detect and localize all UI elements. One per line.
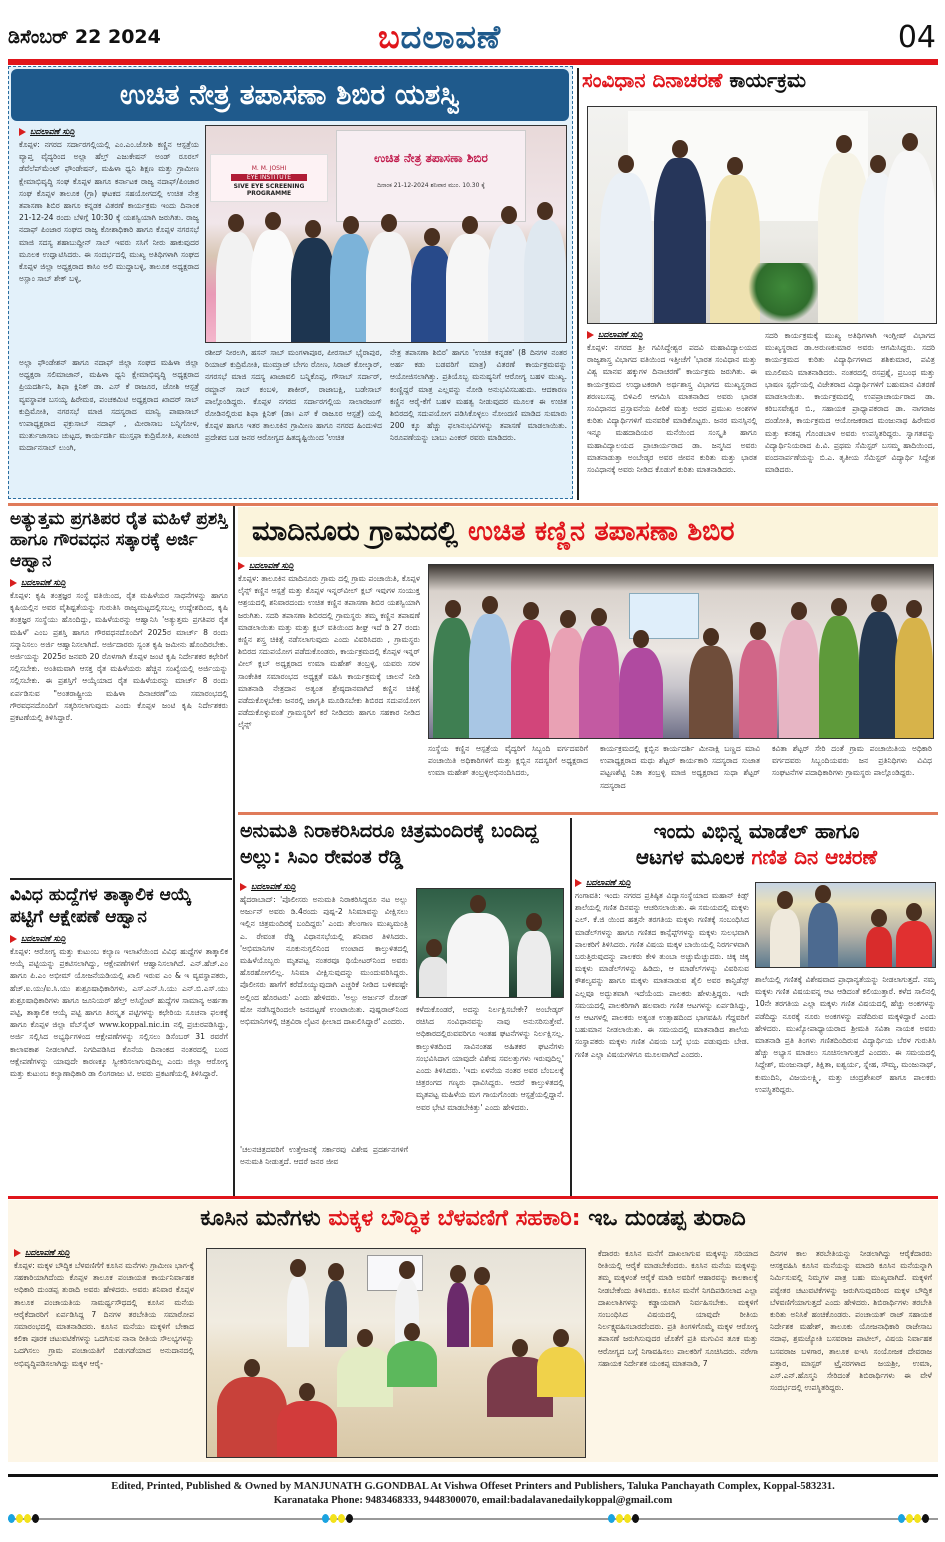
article-creche (8, 1200, 938, 1462)
page-number: 04 (897, 20, 936, 55)
creche-col2: ಕೆದಾರರು ಕೂಸಿನ ಮನೆಗೆ ದಾಖಲಾಗುವ ಮಕ್ಕಳನ್ನು ಸರಿಯಾದ ರೀತಿಯಲ್ಲಿ ಆರೈಕೆ ಮಾಡಬೇಕೆಂದರು. ಕೂಸಿನ ಮನೆಯ ಮಕ್ಕಳನ್ನು ತಮ್ಮ ಮಕ್ಕಳಂತೆ ಆರೈಕೆ ಮಾಡಿ ಅವರಿಗೆ ಆಹಾರವನ್ನು ಕಾಲಕಾಲಕ್ಕೆ ನೀಡಬೇಕೆಂದು ತಿಳಿಸಿದರು. ಕೂಸಿನ ಮನೆಗೆ ನಿಗದಿಪಡಿಸಲಾದ ಎಲ್ಲಾ ದಾಖಲಾತಿಗಳನ್ನು ಕಡ್ಡಾಯವಾಗಿ ನಿರ್ವಹಿಸಬೇಕು. ಮಕ್ಕಳಿಗೆ ಸಂಬಂಧಿಸಿದ ವಿಷಯದಲ್ಲಿ ಯಾವುದೇ ರೀತಿಯ ನಿರ್ಲಕ್ಷ್ಯವಹಿಸಬಾರದೆಂದರು. ಪ್ರತಿ ತಿಂಗಳಿಗೊಮ್ಮೆ ಮಕ್ಕಳ ಆರೋಗ್ಯ ತಪಾಸಣೆ ಜರುಗಿಸುವುದರ ಜೊತೆಗೆ ಪ್ರತಿ ಮಗುವಿನ ತೂಕ ಮತ್ತು ಆರೋಗ್ಯದ ಬಗ್ಗೆ ನಿಗಾವಹಿಸಲು ಪಾಲಕರಿಗೆ ಸೂಚಿಸಿದರು. ನರೇಗಾ ಸಹಾಯಕ ನಿರ್ದೇಶಕ ಯಂಕಪ್ಪ ಮಾತನಾಡಿ, 7 (598, 1249, 758, 1368)
revanth-headline: ಅನುಮತಿ ನಿರಾಕರಿಸಿದರೂ ಚಿತ್ರಮಂದಿರಕ್ಕೆ ಬಂದಿದ್ದ ಅಲ್ಲು: ಸಿಎಂ ರೇವಂತ ರೆಡ್ಡಿ (240, 820, 539, 868)
photo-person (537, 1347, 585, 1397)
newspaper-title (378, 18, 501, 57)
byline: ಬದಲಾವಣೆ ಸುದ್ದಿ (575, 878, 749, 888)
photo-person (419, 957, 449, 997)
photo-person (579, 626, 619, 738)
article-madinuru (238, 507, 938, 807)
math-day-photo (755, 882, 936, 968)
photo-person (779, 620, 819, 738)
byline-marker-icon (587, 331, 594, 339)
vacancy-body-b: ನಲ್ಲಿ ಪ್ರಚುರಪಡಿಸಿದ್ದು, ಅರ್ಜಿ ಸಲ್ಲಿಸಿದ ಅಭ್ಯರ್ಥಿಗಳಿಂದ ಆಕ್ಷೇಪಣೆಗಳನ್ನು ಸಲ್ಲಿಸಲು ಡಿಸೆಂಬರ್ 31 ರವರೆಗೆ ಕಾಲಾವಕಾಶ ನೀಡಲಾಗಿದೆ. ನಿಗದಿಪಡಿಸಿದ ಕೊನೆಯ ದಿನಾಂಕದ ನಂತರದಲ್ಲಿ ಬಂದ ಆಕ್ಷೇಪಣೆಗಳನ್ನು ಯಾವುದೇ ಕಾರಣಕ್ಕೂ ಸ್ವೀಕರಿಸಲಾಗುವುದಿಲ್ಲ ಎಂದು ಜಿಲ್ಲಾ ಆರೋಗ್ಯ ಮತ್ತು ಕುಟುಂಬ ಕಲ್ಯಾಣಾಧಿಕಾರಿ ಡಾ ಲಿಂಗರಾಜು ಟಿ. ಅವರು ಪ್ರಕಟಣೆಯಲ್ಲಿ ತಿಳಿಸಿದ್ದಾರೆ. (10, 1020, 228, 1079)
creche-col1: ಕೊಪ್ಪಳ: ಮಕ್ಕಳ ಬೌದ್ಧಿಕ ಬೆಳವಣಿಗೆಗೆ ಕೂಸಿನ ಮನೆಗಳು ಗ್ರಾಮೀಣ ಭಾಗ-ಕ್ಕೆ ಸಹಕಾರಿಯಾಗಿದೆಂದು ಕೊಪ್ಪಳ ತಾಲೂಕ ಪಂಚಾಯತ ಕಾರ್ಯನಿರ್ವಾಹಕ ಅಧಿಕಾರಿ ದುಂಡಪ್ಪ ತುರಾದಿ ಅವರು ಹೇಳಿದರು. ಅವರು ಶನಿವಾರ ಕೊಪ್ಪಳ ತಾಲೂಕ ಪಂಚಾಯತಿಯ ಸಾಮರ್ಥ್ಯಸೌಧದಲ್ಲಿ ಕೂಸಿನ ಮನೆಯ ಆರೈಕೆದಾರರಿಗೆ ಏರ್ಪಡಿಸಿದ್ದ 7 ದಿನಗಳ ತರಬೇತಿಯ ಸಮಾರೋಪ ಸಮಾರಂಭದಲ್ಲಿ ಮಾತನಾಡಿದರು. ಕೂಸಿನ ಮನೆಯು ಮಕ್ಕಳಿಗೆ ಬೇಕಾದ ಕಲಿಕಾ ಪೂರಕ ಚಟುವಟಿಕೆಗಳನ್ನು ಒದಗಿಸುವ ನಾನಾ ರೀತಿಯ ಸೌಲಭ್ಯಗಳನ್ನು ಒದಗಿಸಲು ಗ್ರಾಮ ಪಂಚಾಯತಿಗೆ ಬಿಡುಗಡೆಯಾದ ಅನುದಾನದಲ್ಲಿ ಅಭಿವೃದ್ಧಿಪಡಿಸಲಾಗಿದ್ದು ಮಕ್ಕಳ ಆರೈ- (14, 1261, 194, 1368)
byline: ಬದಲಾವಣೆ ಸುದ್ದಿ (10, 934, 228, 944)
eye-camp-headline-box (11, 69, 569, 121)
photo-person (471, 1285, 493, 1347)
photo-person (447, 1283, 469, 1347)
creche-headline: ಕೂಸಿನ ಮನೆಗಳು ಮಕ್ಕಳ ಬೌದ್ಧಿಕ ಬೆಳವಣಿಗೆ ಸಹಕಾರಿ: ಇಒ ದುಂಡಪ್ಪ ತುರಾದಿ (200, 1206, 746, 1231)
revanth-col1: ಹೈದರಾಬಾದ್: 'ಪೊಲೀಸರು ಅನುಮತಿ ನಿರಾಕರಿಸಿದ್ದರೂ ನಟ ಅಲ್ಲು ಅರ್ಜುನ್ ಅವರು ಡಿ.4ರಂದು ಪುಷ್ಪ-2 ಸಿನಿಮಾವನ್ನು ವೀಕ್ಷಿಸಲು ಇಲ್ಲಿನ ಚಿತ್ರಮಂದಿರಕ್ಕೆ ಬಂದಿದ್ದರು' ಎಂದು ತೆಲಂಗಾಣ ಮುಖ್ಯಮಂತ್ರಿ ಎ. ರೇವಂತ ರೆಡ್ಡಿ ವಿಧಾನಸಭೆಯಲ್ಲಿ ಶನಿವಾರ ತಿಳಿಸಿದರು. 'ಅಭಿಮಾನಿಗಳ ನೂಕುನುಗ್ಗಲಿನಿಂದ ಉಂಟಾದ ಕಾಲ್ತುಳಿತದಲ್ಲಿ ಮಹಿಳೆಯೊಬ್ಬರು ಮೃತಪಟ್ಟ ನಂತರವೂ ಥಿಯೇಟರ್‌ನಿಂದ ಅವರು ಹೊರಹೋಗಲಿಲ್ಲ. ಸಿನಿಮಾ ವೀಕ್ಷಿಸುವುದನ್ನು ಮುಂದುವರಿಸಿದ್ದರು. ಪೊಲೀಸರು ಹಾಗೆಗೆ ಕರೆದೊಯ್ಯುವುದಾಗಿ ಎಚ್ಚರಿಕೆ ನೀಡಿದ ಬಳಿಕವಷ್ಟೇ ಅಲ್ಲಿಂದ ಹೊರಟರು' ಎಂದು ಹೇಳಿದರು. 'ಅಲ್ಲು ಅರ್ಜುನ್ ರೋಡ್ ಷೋ ನಡೆಸಿದ್ದರಿಂದಲೇ ಜನದಟ್ಟಣೆ ಉಂಟಾಯಿತು. ಪುಷ್ಪರಾಜ್‌ನಿಂದ ಅಭಿಮಾನಿಗಳಲ್ಲಿ ಚಿತ್ರವಿರಾ ಲೈಟನ ಫೀಲಾದ ದಾಖಲಿಸಿದ್ದಾರೆ' ಎಂದರು. (240, 895, 408, 1027)
photo-banner-date: ದಿನಾಂಕ 21-12-2024 ಶನಿವಾರ ಮುಂ. 10.30 ಕ್ಕೆ (377, 182, 485, 189)
section-rule (238, 812, 938, 815)
madinuru-col3: ಕಾರ್ಯಕ್ರಮದಲ್ಲಿ ಕ್ಲಬ್ಬಿನ ಕಾರ್ಯದರ್ಶಿ ಮೀನಾಕ್ಷಿ ಬಣ್ಣದ ಮಾವಿ ಉಪಾಧ್ಯಕ್ಷರಾದ ಮಧು ಶೆಟ್ಟರ್ ಕಾರ್ಯಕಾರಿ ಸದಸ್ಯರಾದ ಸುಜಾತ ಪಟ್ಟಣಶೆಟ್ಟಿ ನಿತಾ ತಂಬ್ರಳ್ಳಿ ಮಾಜಿ ಅಧ್ಯಕ್ಷರಾದ ಸುಧಾ ಶೆಟ್ಟರ್ ಸದಸ್ಯರಾದ (600, 744, 760, 790)
photo-person (770, 909, 800, 967)
column-divider (233, 506, 235, 1196)
article-math-day (575, 818, 938, 1192)
imprint (8, 1480, 938, 1508)
vacancy-body-a: ಕೊಪ್ಪಳ: ಆರೋಗ್ಯ ಮತ್ತು ಕುಟುಂಬ ಕಲ್ಯಾಣ ಇಲಾಖೆಯಿಂದ ವಿವಿಧ ಹುದ್ದೆಗಳ ತಾತ್ಕಾಲಿಕ ಆಯ್ಕೆ ಪಟ್ಟಿಯನ್ನು ಪ್ರಕಟಿಸಲಾಗಿದ್ದು, ಆಕ್ಷೇಪಣೆಗಳಿಗೆ ಆಹ್ವಾನಿಸಲಾಗಿದೆ. ಎನ್.ಹೆಚ್.ಎಂ ಹಾಗೂ ಪಿ.ಎಂ ಅಭೀಮ್ ಯೋಜನೆಯಡಿಯಲ್ಲಿ ಖಾಲಿ ಇರುವ ಎಂ & ಇ ವ್ಯವಸ್ಥಾಪಕರು, ಹೆಚ್.ಐ.ಯು/ಐ.ಸಿ.ಯು ಶುಶ್ರೂಷಾಧಿಕಾರಿಗಳು, ಎಸ್.ಎನ್.ಸಿ.ಯು ಎನ್.ಬಿ.ಎಸ್.ಯು ಶುಶ್ರೂಷಾಧಿಕಾರಿಗಳು ಹಾಗೂ ಜೂನಿಯರ್ ಹೆಲ್ತ್ ಅಸಿಸ್ಟೆಂಟ್ ಹುದ್ದೆಗಳ ಸಾಮಾನ್ಯ ಅರ್ಹತಾ ಪಟ್ಟಿ, ತಾತ್ಕಾಲಿಕ ಆಯ್ಕೆ ಪಟ್ಟಿ ಹಾಗೂ ತಿರಸ್ಕೃತ ಪಟ್ಟಿಗಳನ್ನು ಕಛೇರಿಯ ಸೂಚನಾ ಫಲಕಕ್ಕೆ ಹಾಗೂ ಕೊಪ್ಪಳ ಜಿಲ್ಲಾ ವೆಬ್‌ಸೈಟ್ (10, 947, 228, 1030)
constitution-col1: ಕೊಪ್ಪಳ: ನಗರದ ಶ್ರೀ ಗವಿಸಿದ್ಧೇಶ್ವರ ಪದವಿ ಮಹಾವಿದ್ಯಾಲಯದ ರಾಜ್ಯಶಾಸ್ತ್ರ ವಿಭಾಗದ ವತಿಯಿಂದ ಇತ್ತೀಚೆಗೆ 'ಭಾರತ ಸಂವಿಧಾನ ಮತ್ತು ವಿಶ್ವ ಮಾನವ ಹಕ್ಕುಗಳ ದಿನಾಚರಣೆ' ಕಾರ್ಯಕ್ರಮ ಜರುಗಿತು. ಈ ಕಾರ್ಯಕ್ರಮದ ಉದ್ಘಾಟಕರಾಗಿ ಅರ್ಥಶಾಸ್ತ್ರ ವಿಭಾಗದ ಮುಖ್ಯಸ್ಥರಾದ ಶರಣಬಸಪ್ಪ ಬಿಳಿಎಲಿ ಆಗಮಿಸಿ ಮಾತನಾಡಿದ ಅವರು ಭಾರತ ಸಂವಿಧಾನದ ಪ್ರಸ್ತಾವನೆಯ ಪೀಠಿಕೆ ಮತ್ತು ಅದರ ಪ್ರಮುಖ ಅಂಶಗಳ ಕುರಿತು ವಿದ್ಯಾರ್ಥಿಗಳಿಗೆ ಮನವರಿಕೆ ಮಾಡಿಕೊಟ್ಟರು. ಜನರ ಮನಸ್ಸಿನಲ್ಲಿ ಇನ್ನೂ ಮಹದಾದಿಯರ ಮನೆಯಿಂದ ಸಂಸ್ಕೃತಿ ಹಾಗೂ ಮಹಾವಿದ್ಯಾಲಯದ ಪ್ರಾಚಾರ್ಯರಾದ ಡಾ. ಜನ್ಮಸಿದ ಅವರು ಮಾತನಾಡುತ್ತಾ ಅಂಬೇಡ್ಕರ ಅವರ ಜೀವನ ಕುರಿತು ಮತ್ತು ಭಾರತ ಸಂವಿಧಾನಕ್ಕೆ ಅವರು ನೀಡಿದ ಕೊಡುಗೆ ಕುರಿತು ಮಾತನಾಡಿದರು. (587, 343, 757, 475)
photo-person (654, 158, 706, 323)
photo-person (517, 931, 551, 997)
eye-camp-headline: ಉಚಿತ ನೇತ್ರ ತಪಾಸಣಾ ಶಿಬಿರ ಯಶಸ್ವಿ (119, 78, 461, 111)
photo-person (524, 220, 566, 342)
byline: ಬದಲಾವಣೆ ಸುದ್ದಿ (14, 1248, 194, 1258)
constitution-col2: ಸದರಿ ಕಾರ್ಯಕ್ರಮಕ್ಕೆ ಮುಖ್ಯ ಅತಿಥಿಗಳಾಗಿ ಇಂಗ್ಲೀಷ್ ವಿಭಾಗದ ಮುಖ್ಯಸ್ಥರಾದ ಡಾ.ಅರುಣಕುಮಾರ ಅವರು ಆಗಮಿಸಿದ್ದರು. ಸದರಿ ಕಾರ್ಯಕ್ರಮದ ಕುರಿತು ವಿದ್ಯಾರ್ಥಿಗಳಾದ ಶಶಿಕುಮಾರ, ಪವಿತ್ರ ಮೂಲಿಮನಿ ಮಾತನಾಡಿದರು. ನಂತರದಲ್ಲಿ ರಸಪ್ರಶ್ನೆ, ಪ್ರಬಂಧ ಮತ್ತು ಭಾಷಣ ಸ್ಪರ್ಧೆಯಲ್ಲಿ ವಿಜೇತರಾದ ವಿದ್ಯಾರ್ಥಿಗಳಿಗೆ ಬಹುಮಾನ ವಿತರಣೆ ಮಾಡಲಾಯಿತು. ಕಾರ್ಯಕ್ರಮದಲ್ಲಿ ಉಪಪ್ರಾಚಾರ್ಯರಾದ ಡಾ. ಕರಿಬಸವೇಶ್ವರ ಬಿ., ಸಹಾಯಕ ಪ್ರಾಧ್ಯಾಪಕರಾದ ಡಾ. ನಾಗರಾಜ ದಂಡೋತಿ, ಕಾರ್ಯಕ್ರಮದ ಆಯೋಜಕರಾದ ಮಂಜುನಾಥ ಹಿರೇಮಠ ಮತ್ತು ಕನಕಪ್ಪ ಗೊಂಡಬಾಳ ಅವರು ಉಪಸ್ಥಿತರಿದ್ದರು. ಸ್ವಾಗತವನ್ನು ವಿದ್ಯಾರ್ಥಿನಿಯರಾದ ಪಿ.ವಿ. ಪ್ರಥಮ ಸೆಮಿಸ್ಟರ್ ಬಸಮ್ಮ ಹಾದಿಯಿಂದ, ವಂದನಾರ್ಪಣೆಯನ್ನು ಬಿ.ಎ. ತೃತೀಯ ಸೆಮಿಸ್ಟರ್ ವಿದ್ಯಾರ್ಥಿ ಸಿದ್ದೇಶ ಮಾಡಿದರು. (765, 331, 935, 475)
farmer-award-body: ಕೊಪ್ಪಳ: ಕೃಷಿ ತಂತ್ರಜ್ಞರ ಸಂಸ್ಥೆ ವತಿಯಿಂದ, ರೈತ ಮಹಿಳೆಯರ ಸಾಧನೆಗಳನ್ನು ಹಾಗೂ ಕೃಷಿಯಲ್ಲಿನ ಅವರ ವೈಶಿಷ್ಟತೆಯನ್ನು ಗುರುತಿಸಿ ರಾಜ್ಯಮಟ್ಟದಲ್ಲಿಸಬಲ್ಲ ಉದ್ದೇಶದಿಂದ, ಕೃಷಿ ತಂತ್ರಜ್ಞರ ಸಂಸ್ಥೆಯು ಹೊಂದಿದ್ದು, ಮಹಿಳೆಯರನ್ನು ಆಹ್ವಾನಿಸಿ 'ಅತ್ಯುತ್ತಮ ಪ್ರಗತಿಪರ ರೈತ ಮಹಿಳೆ' ಎಂಬ ಪ್ರಶಸ್ತಿ ಹಾಗೂ ಗೌರವಧನದೊಂದಿಗೆ 2025ರ ಮಾರ್ಚ್ 8 ರಂದು ಸನ್ಮಾನಿಸಲು ಅರ್ಜಿ ಆಹ್ವಾನಿಸಲಾಗಿದೆ. ಅರ್ಜಿದಾರರು ಸ್ವಂತ ಕೃಷಿ ಜಮೀನು ಹೊಂದಿರಬೇಕು. ಅರ್ಜಿಯನ್ನು 2025ರ ಜನವರಿ 20 ರೊಳಗಾಗಿ ಕೊಪ್ಪಳ ಜಂಟಿ ಕೃಷಿ ನಿರ್ದೇಶಕರ ಕಛೇರಿಗೆ ಸಲ್ಲಿಸಬೇಕು. ಅಂತಿಮವಾಗಿ ಆಸಕ್ತ ರೈತ ಮಹಿಳೆಯರು ಹೆಚ್ಚಿನ ಸಂಖ್ಯೆಯಲ್ಲಿ ಅರ್ಜಿಯನ್ನು ಸಲ್ಲಿಸಬೇಕು. ಈ ಪ್ರಶಸ್ತಿಗೆ ಆಯ್ಕೆಯಾದ ರೈತ ಮಹಿಳೆಯರನ್ನು ಮಾರ್ಚ್ 8 ರಂದು ಏರ್ಪಡಿಸುವ "ಅಂತರಾಷ್ಟ್ರೀಯ ಮಹಿಳಾ ದಿನಾಚರಣೆ"ಯ ಸಮಾರಂಭದಲ್ಲಿ ಗೌರವಧನದೊಂದಿಗೆ ಸತ್ಕರಿಸಲಾಗುವುದು ಎಂದು ಕೊಪ್ಪಳ ಜಂಟಿ ಕೃಷಿ ನಿರ್ದೇಶಕರು ಪ್ರಕಟಣೆಯಲ್ಲಿ ತಿಳಿಸಿದ್ದಾರೆ. (10, 591, 228, 723)
photo-person (819, 616, 859, 738)
section-rule (8, 1196, 938, 1199)
constitution-headline-black: ಕಾರ್ಯಕ್ರಮ (729, 68, 807, 92)
photo-person (291, 238, 335, 342)
byline: ಬದಲಾವಣೆ ಸುದ್ದಿ (238, 561, 420, 571)
madinuru-photo (428, 564, 934, 739)
article-eye-camp (8, 66, 573, 499)
photo-person (287, 1277, 309, 1347)
photo-person (366, 232, 412, 342)
footer-rule (8, 1474, 938, 1477)
byline-marker-icon (19, 128, 26, 136)
article-farmer-award (10, 509, 228, 877)
madinuru-headline-red: ಉಚಿತ ಕಣ್ಣಿನ ತಪಾಸಣಾ ಶಿಬಿರ (468, 516, 735, 547)
constitution-photo (587, 106, 937, 324)
revanth-col2: ಕಳೆದುಕೊಂಡರೆ, ಅದನ್ನು ನಿರ್ಲಕ್ಷಿಸಬೇಕೇ? ಅಂಬೇಡ್ಕರ್ ರಚಿಸಿದ ಸಂವಿಧಾನವನ್ನು ನಾವು ಅನುಸರಿಸುತ್ತೇವೆ. ಅಧಿಕಾರದಲ್ಲಿರುವವರಿಗೂ ಇಂತಹ ಘಟನೆಗಳನ್ನು ನಿರ್ಲಕ್ಷಿಸಲ್ಲ. ಕಾಲ್ತುಳಿತದಿಂದ ಸಾವಿನಂತಹ ಅಹಿತಕರ ಘಟನೆಗಳು ಸಂಭವಿಸಿದಾಗ ಯಾವುದೇ ವಿಶೇಷ ಸವಲತ್ತುಗಳು ಇರುವುದಿಲ್ಲ' ಎಂದು ತಿಳಿಸಿದರು. 'ಇದು ಏಳನೆಯ ನಂತರ ಅವರ ಬೆಂಬಲಕ್ಕೆ ಚಿತ್ರರಂಗದ ಗಣ್ಯರು ಧಾವಿಸಿದ್ದರು. ಆದರೆ ಕಾಲ್ತುಳಿತದಲ್ಲಿ ಮೃತಪಟ್ಟ ಮಹಿಳೆಯ ಮಗ ಗಾಯಗೊಂಡು ಆಸ್ಪತ್ರೆಯಲ್ಲಿದ್ದಾನೆ. ಅವರ ಭೇಟಿ ಮಾಡಬೇಕಿತ್ತು' ಎಂದು ಹೇಳಿದರು. (416, 1005, 564, 1112)
photo-person (277, 1401, 337, 1457)
farmer-award-headline: ಅತ್ಯುತ್ತಮ ಪ್ರಗತಿಪರ ರೈತ ಮಹಿಳೆ ಪ್ರಶಸ್ತಿ ಹಾಗೂ ಗೌರವಧನ ಸತ್ಕಾರಕ್ಕೆ ಅರ್ಜಿ ಆಹ್ವಾನ (10, 509, 228, 571)
photo-plant (748, 263, 820, 323)
photo-person (600, 173, 652, 323)
article-revanth (240, 818, 566, 1192)
byline: ಬದಲಾವಣೆ ಸುದ್ದಿ (240, 882, 408, 892)
photo-person (469, 614, 511, 738)
imprint-line2: Karanataka Phone: 9483468333, 9448300070, email:badalavanedailykoppal@gmail.com (273, 1495, 673, 1506)
cmyk-marks (898, 1514, 929, 1523)
math-day-headline (575, 818, 938, 870)
byline-marker-icon (240, 883, 247, 891)
creche-photo (206, 1248, 586, 1458)
vacancy-body (10, 946, 228, 1184)
photo-banner (336, 130, 526, 222)
photo-person (251, 230, 295, 342)
creche-col3: ದಿನಗಳ ಕಾಲ ತರಬೇತಿಯನ್ನು ನೀಡಲಾಗಿದ್ದು ಆರೈಕೆದಾರರು ಆಸಕ್ತವಹಿಸಿ ಕೂಸಿನ ಮನೆಯನ್ನು ಮಾದರಿ ಕೂಸಿನ ಮನೆಯನ್ನಾಗಿ ನಿರ್ಮಿಸುವಲ್ಲಿ ನಿಮ್ಮಗಳ ಪಾತ್ರ ಬಹು ಮುಖ್ಯವಾಗಿದೆ. ಮಕ್ಕಳಿಗೆ ಪಠ್ಯೇತರ ಚಟುವಟಿಕೆಗಳನ್ನು ಜರುಗಿಸುವುದರಿಂದ ಮಕ್ಕಳ ಬೌದ್ಧಿಕ ಬೆಳವಣಿಗೆಯಾಗುತ್ತದೆ ಎಂದು ಹೇಳಿದರು. ಶಿಬಿರಾರ್ಥಿಗಳು ತರಬೇತಿ ಕುರಿತು ಅನಿಸಿಕೆ ಹಂಚಿಕೊಂಡರು. ಪಂಚಾಯತ್ ರಾಜ್ ಸಹಾಯಕ ನಿರ್ದೇಶಕ ಮಹೇಶ್, ತಾಲೂಕು ಯೋಜನಾಧಿಕಾರಿ ರಾಜೇಸಾಬ ನದಾಫ, ಶ್ರಮಜ್ಯೋತಿ ಬಸವರಾಜ ಪಾಟೀಲ್, ವಿಷಯ ನಿರ್ವಾಹಕ ಬಸವರಾಜ ಬಳಗಾರ, ತಾಲೂಕ ಐಇಸಿ ಸಂಯೋಜಕ ದೇವರಾಜ ಪತ್ತಾರ, ಮಾಸ್ಟರ್ ಟ್ರೈನರಗಳಾದ ಜಯಶ್ರೀ, ಉಮಾ, ಎಸ್.ಎನ್.ಹೊಸ್ಮನಿ ಸೇರಿದಂತೆ ಶಿಬಿರಾರ್ಥಿಗಳು ಈ ವೇಳೆ ಸಂದರ್ಭದಲ್ಲಿ ಉಪಸ್ಥಿತರಿದ್ದರು. (770, 1249, 932, 1393)
imprint-line1: Edited, Printed, Published & Owned by MANJUNATH G.GONDBAL At Vishwa Offeset Printers and Publishers, Taluka Panchayath Complex, Koppal-583231. (111, 1481, 835, 1492)
madinuru-headline-black: ಮಾದಿನೂರು ಗ್ರಾಮದಲ್ಲಿ (252, 516, 459, 547)
madinuru-col4: ಕವಿತಾ ಶೆಟ್ಟರ್ ಸೇರಿ ದಂತೆ ಗ್ರಾಮ ಪಂಚಾಯಿತಿಯ ಅಧಿಕಾರಿ ವರ್ಗದವರು ಸಿಬ್ಬಂದಿಯವರು ಜನ ಪ್ರತಿನಿಧಿಗಳು ವಿವಿಧ ಸಂಘಟನೆಗಳ ಪದಾಧಿಕಾರಿಗಳು ಗ್ರಾಮಸ್ಥರು ಪಾಲ್ಗೊಂಡಿದ್ದರು. (772, 744, 932, 778)
eye-camp-col1: ಕೊಪ್ಪಳ: ನಗರದ ಸರ್ದಾರಗಲ್ಲಿಯಲ್ಲಿ ಎಂ.ಎಂ.ಜೋಶಿ ಕಣ್ಣಿನ ಆಸ್ಪತ್ರೆಯ ವ್ಯಾಪ್ತ ವೈದ್ಯರಿಂದ ಅಲ್ಲಾ ಹೆಲ್ತ್ ಎಜುಕೇಷನ್ ಅಂಡ್ ರೂರಲ್ ಡೆವೆಲೆಪ್‌ಮೆಂಟ್ ಫೌಂಡೇಷನ್, ಮಹಿಳಾ ಧ್ವನಿ ಶಿಕ್ಷಣ ಮತ್ತು ಗ್ರಾಮೀಣ ಕ್ಷೇಮಾಭಿವೃದ್ಧಿ ಸಂಘ ಕೊಪ್ಪಳ ಹಾಗೂ ಕರ್ನಾಟಕ ರಾಜ್ಯ ನದಾಫ್/ಪಿಂಜಾರ ಸಂಘ ಕೊಪ್ಪಳ ತಾಲೂಕ (ಗ್ರಾ) ಘಟಕದ ಸಹಯೋಗದಲ್ಲಿ ಉಚಿತ ನೇತ್ರ ತಪಾಸಣಾ ಶಿಬಿರ ಹಾಗೂ ಕನ್ನಡಕ ವಿತರಣೆ ಕಾರ್ಯಕ್ರಮ ಇಂದು ದಿನಾಂಕ 21-12-24 ರಂದು ಬೆಳಿಗ್ಗೆ 10:30 ಕ್ಕೆ ಯಶಸ್ವಿಯಾಗಿ ಜರುಗಿತು. ರಾಜ್ಯ ನದಾಫ್ ಪಿಂಜಾರ ಸಂಘದ ರಾಜ್ಯ ಕೋಶಾಧಿಕಾರಿ ಹಾಗೂ ಕೊಪ್ಪಳ ನಗರಸಭೆ ಮಾಜಿ ಸದಸ್ಯ ಶಹಾಬುದ್ದೀನ್ ಸಾಬ್ ಇವರು ಸಸಿಗೆ ನೀರು ಹಾಕುವುದರ ಮೂಲಕ ಉದ್ಘಾಟಿಸಿದರು. ಈ ಸಂದರ್ಭದಲ್ಲಿ ಮುಖ್ಯ ಅತಿಥಿಗಳಾಗಿ ಸಂಘದ ಕೊಪ್ಪಳ ಜಿಲ್ಲಾ ಅಧ್ಯಕ್ಷರಾದ ಕಾಸಿಂ ಅಲಿ ಮುದ್ದಾಬಳ್ಳಿ, ತಾಲೂಕ ಅಧ್ಯಕ್ಷರಾದ ಅಸ್ಲಾಂ ಸಾಬ್ ಶೇಕ್ ಬಳ್ಳಿ, (19, 140, 199, 284)
article-vacancy (10, 884, 228, 1190)
madinuru-col2: ಸಂಸ್ಥೆಯ ಕಣ್ಣಿನ ಆಸ್ಪತ್ರೆಯ ವೈದ್ಯರಿಗೆ ಸಿಬ್ಬಂದಿ ವರ್ಗದವರಿಗೆ ಪಂಚಾಯಿತಿ ಅಧಿಕಾರಿಗಳಿಗೆ ಮತ್ತು ಕ್ಲಬ್ಬಿನ ಸದಸ್ಯರಿಗೆ ಅಧ್ಯಕ್ಷರಾದ ಉಮಾ ಮಹೇಶ್ ತಂಬ್ರಳ್ಳಿಅಭಿನಂದಿಸಿದರು, (428, 744, 588, 778)
constitution-headline-red: ಸಂವಿಧಾನ ದಿನಾಚರಣೆ (582, 68, 723, 92)
byline-marker-icon (10, 935, 17, 943)
eye-camp-col2: ಅಲ್ಲಾ ಫೌಂಡೇಶನ್ ಹಾಗೂ ನದಾಫ್ ಜಿಲ್ಲಾ ಸಂಘದ ಮಹಿಳಾ ಜಿಲ್ಲಾ ಅಧ್ಯಕ್ಷರಾ ಸಲಿಮಾಜಾನ್, ಮಹಿಳಾ ಧ್ವನಿ ಕ್ಷೇಮಾಭಿವೃದ್ಧಿ ಅಧ್ಯಕ್ಷರಾದ ಪ್ರಿಯದರ್ಶಿನಿ, ಶಿಫಾ ಕ್ಲಿನಿಕ್ ಡಾ. ಎಸ್ ಕೆ ರಾಜೂರ, ಜೋಶಿ ಆಸ್ಪತ್ರೆ ವ್ಯವಸ್ಥಾಪಕ ಬಸಯ್ಯ ಹಿರೇಮಠ, ಪಂಚಕಮಿಟಿ ಅಧ್ಯಕ್ಷರಾದ ಖಾದರ್ ಸಾಬ್ ಕುದ್ರಿಮೋತಿ, ನಗರಸಭೆ ಮಾಜಿ ಸದಸ್ಯರಾದ ಮಾನ್ವಿ ಪಾಷಾಸಾಬ್ ಉಪಾಧ್ಯಕ್ಷರಾದ ಫಕ್ರುಸಾಬ್ ನದಾಫ್ , ಮೀರಾಸಾಬ ಬನ್ನಿಗೋಳ, ಮುರ್ತುಜಾಸಾಬ ಚುಟ್ಟದ, ಕಾರ್ಯದರ್ಶಿ ಮುಸ್ತಫಾ ಕುದ್ರಿಮೋತಿ, ಖಜಾಂಚಿ ಮರ್ದಾನಸಾಬ್ ಲುಂಗಿ, (19, 357, 199, 492)
registration-marks (8, 1514, 938, 1526)
section-rule (8, 503, 938, 506)
photo-person (325, 1281, 347, 1347)
newspaper-title-rest: ದಲಾವಣೆ (400, 18, 502, 56)
eye-camp-col3: ರಶೀದ್ ನೀರಲಗಿ, ಹಸನ್ ಸಾಬ್ ಮಂಗಳಾಪೂರ, ಪೀರಸಾಬ್ ಭೈರಾಪುರ, ರಿಯಾಜ್ ಕುದ್ರಿಮೋತಿ, ಮುಮ್ತಾಜ್ ಬೇಗಂ ರೋಣ, ಸಿರಾಜ್ ಕೋಲ್ಕಾರ್, ನಗರಸಭೆ ಮಾಜಿ ಸದಸ್ಯ ಖಾಜಾವಲಿ ಬನ್ನಿಕೊಪ್ಪ, ಗೌಸಾಬ್ ಸರ್ದಾರ್, ರಮ್ಜಾನ್ ಸಾಬ್ ಕಂಬಳಿ, ಶಾಕೀರ್, ರಾಜಾಬಕ್ಷಿ, ಬಡೇಸಾಬ್ ಪಾಲ್ಗೊಂಡಿದ್ದರು. ಕೊಪ್ಪಳ ನಗರದ ಸರ್ದಾರಗಲ್ಲಿಯ ಸಾಲಾರಜಂಗ್ ರೋಡಿನಲ್ಲಿರುವ ಶಿಫಾ ಕ್ಲಿನಿಕ್ (ಡಾ। ಎಸ್ ಕೆ ರಾಜೂರ ಆಸ್ಪತ್ರೆ) ಯಲ್ಲಿ ಕೊಪ್ಪಳ ಹಾಗೂ ಇತರ ತಾಲೂಕಿನ ಗ್ರಾಮೀಣ ಹಾಗೂ ನಗರದ ಹಿಂದುಳಿದ ಪ್ರದೇಶದ ಬಡ ಜನರ ಆರೋಗ್ಯದ ಹಿತದೃಷ್ಟಿಯಿಂದ 'ಉಚಿತ (205, 348, 382, 443)
photo-person (511, 620, 551, 738)
math-day-col2: ಶಾಲೆಯಲ್ಲಿ ಗಣಿತಕ್ಕೆ ವಿಶೇಷವಾದ ಪ್ರಾಧಾನ್ಯತೆಯನ್ನು ನೀಡಲಾಗುತ್ತದೆ. ನಮ್ಮ ಮಕ್ಕಳು ಗಣಿತ ವಿಷಯವನ್ನ ಆಟ ಆಡಿದಂತೆ ಕಲಿಯುತ್ತಾರೆ. ಕಳೆದ ಸಾಲಿನಲ್ಲಿ 10ನೇ ತರಗತಿಯ ಎಲ್ಲಾ ಮಕ್ಕಳು ಗಣಿತ ವಿಷಯದಲ್ಲಿ ಹೆಚ್ಚು ಅಂಕಗಳನ್ನು ಪಡೆದಿದ್ದು ನೂರಕ್ಕೆ ನೂರು ಅಂಕಗಳನ್ನು ಪಡೆದಿರುವ ಮಕ್ಕಳಿದ್ದಾರೆ ಎಂದು ಹೇಳಿದರು. ಮುಖ್ಯೋಪಾಧ್ಯಾಯರಾದ ಶ್ರೀಮತಿ ಸವಿತಾ ನಾಯಕ ಅವರು ಮಾತನಾಡಿ ಪ್ರತಿ ತಿಂಗಳು ಗಣಿತದಿಂದಿರುವ ವಿದ್ಯಾರ್ಥಿಯ ಬೆರಳ ಗುರುತಿಸಿ ಹೆಚ್ಚು ಅಭ್ಯಾಸ ಮಾಡಲು ಸೂಚಿಸಲಾಗುತ್ತದೆ ಎಂದರು. ಈ ಸಮಯದಲ್ಲಿ ಸಿದ್ದೇಶ್, ಮಂಜುನಾಥ್, ತಿಕ್ಷಿತಾ, ಐಶ್ವರ್ಯ, ಸ್ನೇಹ, ಸೌಮ್ಯ, ಮಂಜುನಾಥ್, ಕುಮುದಿನಿ, ವಿಜಯಲಕ್ಷ್ಮಿ, ಮತ್ತು ಚಂದ್ರಶೇಖರ್ ಹಾಗೂ ಪಾಲಕರು ಉಪಸ್ಥಿತರಿದ್ದರು. (755, 975, 936, 1094)
byline: ಬದಲಾವಣೆ ಸುದ್ದಿ (19, 127, 199, 137)
madinuru-col1: ಕೊಪ್ಪಳ: ತಾಲೂಕಿನ ಮಾದಿನೂರು ಗ್ರಾಮ ದಲ್ಲಿ ಗ್ರಾಮ ಪಂಚಾಯಿತಿ, ಕೊಪ್ಪಳ ಲೈನ್ಸ್ ಕಣ್ಣಿನ ಆಸ್ಪತ್ರೆ ಮತ್ತು ಕೊಪ್ಪಳ ಇನ್ನರ್‌ವೀಲ್ ಕ್ಲಬ್ ಇವುಗಳ ಸಂಯುಕ್ತ ಆಶ್ರಯದಲ್ಲಿ ಶನಿವಾರದಂದು ಉಚಿತ ಕಣ್ಣಿನ ತಪಾಸಣಾ ಶಿಬಿರ ಯಶಸ್ವಿಯಾಗಿ ಜರುಗಿತು. ಸದರಿ ತಪಾಸಣಾ ಶಿಬಿರದಲ್ಲಿ ಗ್ರಾಮಸ್ಥರು ತಮ್ಮ ಕಣ್ಣಿನ ತಪಾಷಣೆ ಮಾಡಲಾಯಿತು ಮತ್ತು ಮತ್ತು ಕ್ಲಬ್ ವತಿಯಿಂದ ಶೀಘ್ರ ಇದೆ ಡಿ 27 ರಂದು ಕಣ್ಣಿನ ಶಸ್ತ್ರ ಚಿಕಿತ್ಸೆ ನಡೆಸಲಾಗುವುದು ಎಂದು ವಿವರಿಸಿದರು , ಗ್ರಾಮಸ್ಥರು ಶಿಬಿರದ ಸದುಪಯೋಗ ಪಡೆದುಕೊಂಡರು, ಕಾರ್ಯಕ್ರಮದಲ್ಲಿ ಕೊಪ್ಪಳ ಇನ್ನರ್ ವೀಲ್ ಕ್ಲಬ್ ಅಧ್ಯಕ್ಷರಾದ ಉಮಾ ಮಹೇಶ್ ತಂಬ್ರಳ್ಳಿ, ಯವರು ಸರಳ ಸಾಂಕೇತಿಕ ಸಮಾರಂಭದ ಅಧ್ಯಕ್ಷತೆ ವಹಿಸಿ ಕಾರ್ಯಕ್ರಮಕ್ಕೆ ಚಾಲನೆ ನೀಡಿ ಮಾತನಾಡಿ ನೇತ್ರದಾನ ಅತ್ಯಂತ ಶ್ರೇಷ್ಠದಾನವಾಗಿದೆ ಕಣ್ಣಿನ ಚಿಕಿತ್ಸೆ ಪಡೆದುಕೊಳ್ಳಬೇಕು ಜನರಲ್ಲಿ ಜಾಗೃತಿ ಮೂಡಿಸಬೇಕು ಶಿಬಿರದ ಸದುಪಯೋಗ ಪಡೆದುಕೊಳ್ಳುವಂತೆ ಗ್ರಾಮಸ್ಥರಿಗೆ ಕರೆ ನೀಡಿದರು ಹಾಗೂ ಸಹಕಾರ ನೀಡಿದ ಲೈನ್ಸ್ (238, 574, 420, 730)
newspaper-title-initial: ಬ (378, 18, 401, 56)
photo-banner-title: ಉಚಿತ ನೇತ್ರ ತಪಾಸಣಾ ಶಿಬಿರ (374, 151, 488, 165)
issue-date: ಡಿಸೆಂಬರ್ 22 2024 (8, 26, 161, 48)
byline-marker-icon (238, 562, 245, 570)
column-divider (570, 818, 572, 1196)
math-day-headline-line2: ಆಟಗಳ ಮೂಲಕ ಗಣಿತ ದಿನ ಆಚರಣೆ (635, 845, 878, 869)
revanth-col1b: 'ಚಲನಚಿತ್ರದವರಿಗೆ ಉತ್ತೇಜನಕ್ಕೆ ಸರ್ಕಾರವು ವಿಶೇಷ ಪ್ರದರ್ಶನಗಳಿಗೆ ಅನುಮತಿ ನೀಡುತ್ತದೆ. ಆದರೆ ಜನರ ಜೀವ (240, 1145, 408, 1167)
photo-person (895, 618, 933, 738)
photo-sign-left: M. M. JOSHI EYE INSTITUTE SIVE EYE SCREENING PROGRAMME (210, 154, 328, 202)
eye-camp-col4-wrap (390, 347, 567, 492)
photo-person (446, 234, 494, 342)
photo-person (884, 151, 936, 323)
photo-person (859, 612, 899, 738)
eye-camp-col4: ನೇತ್ರ ತಪಾಸಣಾ ಶಿಬಿರ' ಹಾಗೂ 'ಉಚಿತ ಕನ್ನಡಕ' (8 ದಿನಗಳ ನಂತರ ಅರ್ಹ ಕಡು ಬಡವರಿಗೆ ಮಾತ್ರ) ವಿತರಣೆ ಕಾರ್ಯಕ್ರಮವನ್ನು ಆಯೋಜಿಸಲಾಗಿತ್ತು. ಪ್ರತಿಯೊಬ್ಬ ಮನುಷ್ಯನಿಗೆ ಆರೋಗ್ಯ ಬಹಳ ಮುಖ್ಯ. ಕಂಣ್ಣಿದ್ದರೆ ಮಾತ್ರ ಎಲ್ಲವನ್ನು ನೋಡಿ ಅನುಭವಿಸಬಹುದು. ಆದಕಾರಣ ಕಣ್ಣಿನ ಆರೈ-ಕೆಗೆ ಬಹಳ ಮಹತ್ವ ನೀಡುವುದರ ಮೂಲಕ ಈ ಉಚಿತ ಶಿಬಿರದಲ್ಲಿ ಸದುಪಯೋಗ ಪಡಿಸಿಕೊಳ್ಳಲು ನೋಂದಣಿ ಮಾಡಿದ ಸುಮಾರು 200 ಕ್ಕೂ ಹೆಚ್ಚು ಫಲಾನುಭವಿಗಳನ್ನು ತಪಾಸಣೆ ಮಾಡಲಾಯಿತು. ನಿರೂಪಣೆಯನ್ನು ಬಾಬು ಎಂಕರ್ ರವರು ಮಾಡಿದರು. (390, 348, 567, 443)
section-rule (10, 878, 232, 880)
madinuru-headline-box (238, 507, 938, 557)
photo-person (447, 913, 509, 997)
masthead-rule (8, 59, 938, 65)
byline-marker-icon (14, 1249, 21, 1257)
eye-camp-col2-wrap (205, 347, 382, 492)
photo-person (337, 1347, 393, 1407)
photo-person (896, 921, 932, 967)
cmyk-marks (608, 1514, 639, 1523)
photo-person (689, 646, 733, 738)
photo-person (619, 648, 663, 738)
byline-marker-icon (10, 579, 17, 587)
math-day-col1: ಗಂಗಾವತಿ: ಇಂದು ನಗರದ ಪ್ರತಿಷ್ಠಿತ ವಿದ್ಯಾಸಂಸ್ಥೆಯಾದ ಮಹಾನ್ ಕಿಡ್ಸ್ ಶಾಲೆಯಲ್ಲಿ ಗಣಿತ ದಿನವನ್ನು ಆಚರಿಸಲಾಯಿತು. ಈ ಸಮಯದಲ್ಲಿ ಮಕ್ಕಳು ಎಲ್. ಕೆ.ಜಿ ಯಿಂದ ಹತ್ತನೇ ತರಗತಿಯ ಮಕ್ಕಳು ಗಣಿತಕ್ಕೆ ಸಂಬಂಧಿಸಿದ ಮಾಡೆಲ್‌ಗಳನ್ನು ಹಾಗೂ ಗಣಿತದ ಕಾನ್ಸೆಪ್ಟ್‌ಗಳನ್ನು ಮಕ್ಕಳು ಸುಲಭವಾಗಿ ಪಾಲಕರಿಗೆ ತಿಳಿಸಿದರು. ಗಣಿತ ವಿಷಯ ಮಕ್ಕಳ ಬಾಯಿಯಲ್ಲಿ ನಿರರ್ಗಳವಾಗಿ ಬರುತ್ತಿರುವುದನ್ನು ಪಾಲಕರು ಕೇಳಿ ತುಂಬಾ ಅಚ್ಚುಮೆಚ್ಚುದರು. ಚಿಕ್ಕ ಚಿಕ್ಕ ಮಕ್ಕಳು ಮಾಡೆಲ್‌ಗಳನ್ನು ಹಿಡಿದು, ಆ ಮಾಡೆಲ್‌ಗಳನ್ನು ವಿವರಿಸುವ ಕೌಶಲ್ಯವನ್ನು ಹಾಗೂ ಮಕ್ಕಳು ಮಾತನಾಡುವ ಶೈಲಿ ಅವರ ಕಾನ್ಫಿಡೆನ್ಸ್ ಎಲ್ಲವೂ ಅದ್ಭುತವಾಗಿ ಇದೆಯೆಂದು ಪಾಲಕರು ಹೇಳುತ್ತಿದ್ದರು. ಇದೇ ಸಮಯದಲ್ಲಿ ಪಾಲಕರಿಗಾಗಿ ಹಲವಾರು ಗಣಿತ ಆಟಗಳನ್ನು ಏರ್ಪಡಿಸಿದ್ದು, ಆ ಆಟಗಳಲ್ಲಿ ಪಾಲಕರು ಅತ್ಯಂತ ಉತ್ಸಾಹದಿಂದ ಭಾಗವಹಿಸಿ ಗೆದ್ದವರಿಗೆ ಬಹುಮಾನ ನೀಡಲಾಯಿತು. ಈ ಸಮಯದಲ್ಲಿ ಮಾತನಾಡಿದ ಶಾಲೆಯ ಸಂಸ್ಥಾಪಕರು ಮಕ್ಕಳು ಗಣಿತ ವಿಷಯ ಬಗ್ಗೆ ಭಯ ಪಡುವುದು ಬೇಡ. ಗಣಿತ ಎಲ್ಲಾ ವಿಷಯಗಳಿಗೂ ಮೂಲವಾಗಿದೆ ಎಂದರು. (575, 891, 749, 1059)
vacancy-website-link[interactable]: www.koppal.nic.in (99, 1020, 170, 1030)
cmyk-marks (8, 1514, 39, 1523)
byline: ಬದಲಾವಣೆ ಸುದ್ದಿ (10, 578, 228, 588)
byline-marker-icon (575, 879, 582, 887)
photo-person (433, 618, 473, 738)
vacancy-headline: ವಿವಿಧ ಹುದ್ದೆಗಳ ತಾತ್ಕಾಲಿಕ ಆಯ್ಕೆ ಪಟ್ಟಿಗೆ ಆಕ್ಷೇಪಣೆ ಆಹ್ವಾನ (10, 885, 192, 927)
photo-person (387, 1341, 437, 1387)
photo-person (866, 927, 892, 967)
byline: ಬದಲಾವಣೆ ಸುದ್ದಿ (587, 330, 757, 340)
masthead (8, 18, 938, 58)
eye-camp-photo (205, 125, 567, 343)
revanth-photo (416, 888, 564, 998)
photo-person (739, 640, 777, 738)
column-divider (577, 68, 579, 500)
cmyk-marks (322, 1514, 353, 1523)
photo-person (216, 232, 256, 342)
math-day-headline-line1: ಇಂದು ವಿಭಿನ್ನ ಮಾಡೆಲ್ ಹಾಗೂ (653, 819, 860, 843)
constitution-headline (582, 68, 938, 92)
photo-person (808, 903, 838, 967)
article-constitution (582, 66, 938, 499)
